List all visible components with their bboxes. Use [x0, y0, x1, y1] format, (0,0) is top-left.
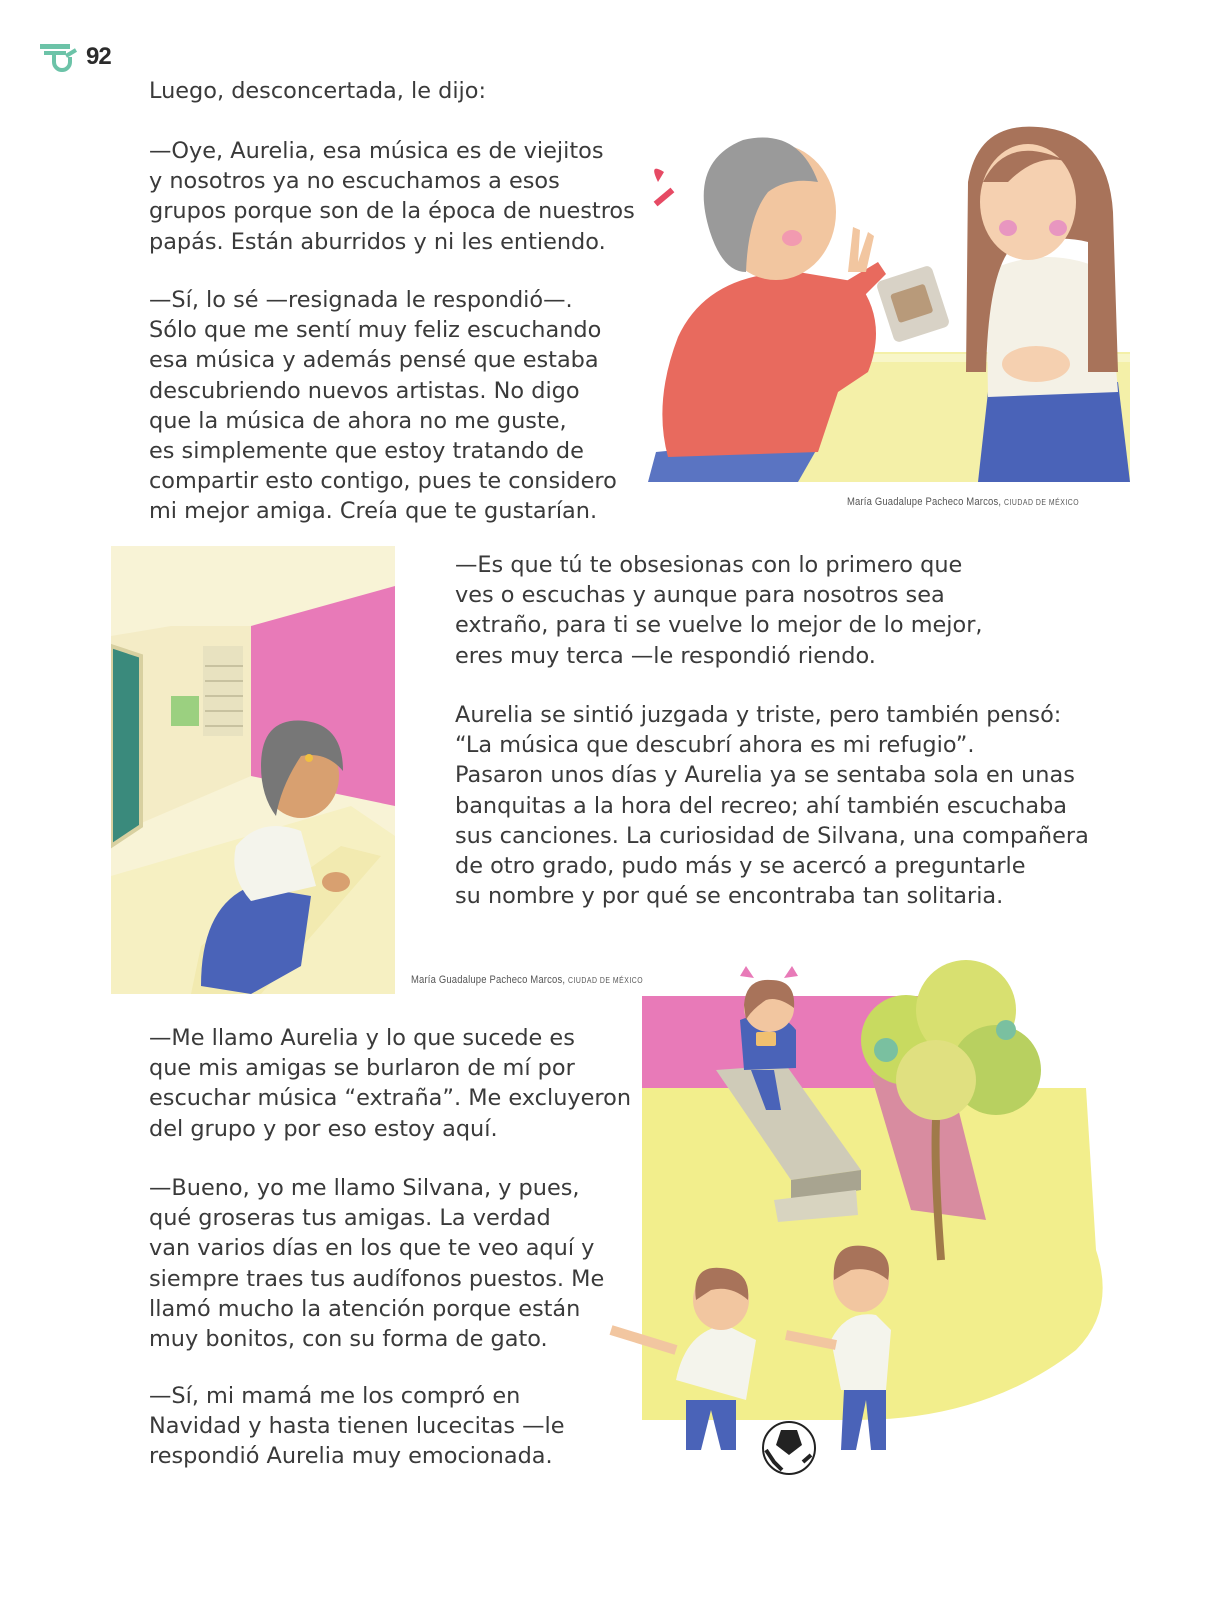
page-number-block	[40, 40, 111, 74]
paragraph-5: Aurelia se sintió juzgada y triste, pero también pensó: “La música que descubrí ahora es mi refugio”. Pasaron unos días y Aurelia ya se sentaba sola en unas banquitas a la hora del recreo; ahí también escuchaba sus canciones. La curiosidad de Silvana, una compañera de otro grado, pudo más y se acercó a preguntarle su nombre y por qué se encontraba tan solitaria.	[455, 702, 1089, 910]
illustration-credit-2: María Guadalupe Pacheco Marcos, CIUDAD DE MÉXICO	[411, 974, 644, 986]
paragraph-3: —Sí, lo sé —resignada le respondió—. Sólo que me sentí muy feliz escuchando esa música y además pensé que estaba descubriendo nuevos artistas. No digo que la música de ahora no me guste, es simplemente que estoy tratando de compartir esto contigo, pues te considero mi mejor amiga. Creía que te gustarían.	[149, 287, 617, 525]
book-logo-icon	[40, 40, 78, 74]
page-number: 92	[86, 43, 111, 70]
paragraph-7: —Bueno, yo me llamo Silvana, y pues, qué groseras tus amigas. La verdad van varios días en los que te veo aquí y siempre traes tus audífonos puestos. Me llamó mucho la atención porque están muy bonitos, con su forma de gato.	[149, 1175, 605, 1353]
paragraph-8: —Sí, mi mamá me los compró en Navidad y hasta tienen lucecitas —le respondió Aurelia muy emocionada.	[149, 1383, 565, 1470]
illustration-credit-1: María Guadalupe Pacheco Marcos, CIUDAD DE MÉXICO	[847, 496, 1080, 508]
illustration-schoolyard	[606, 950, 1120, 1478]
paragraph-1: Luego, desconcertada, le dijo:	[149, 78, 487, 104]
illustration-girls-talking	[648, 122, 1130, 482]
paragraph-6: —Me llamo Aurelia y lo que sucede es que mis amigas se burlaron de mí por escuchar música “extraña”. Me excluyeron del grupo y por eso estoy aquí.	[149, 1025, 632, 1142]
paragraph-2: —Oye, Aurelia, esa música es de viejitos y nosotros ya no escuchamos a esos grupos porque son de la época de nuestros papás. Están aburridos y ni les entiendo.	[149, 138, 635, 255]
illustration-girl-hallway	[111, 546, 395, 994]
paragraph-4: —Es que tú te obsesionas con lo primero que ves o escuchas y aunque para nosotros sea extraño, para ti se vuelve lo mejor de lo mejor, eres muy terca —le respondió riendo.	[455, 552, 983, 669]
